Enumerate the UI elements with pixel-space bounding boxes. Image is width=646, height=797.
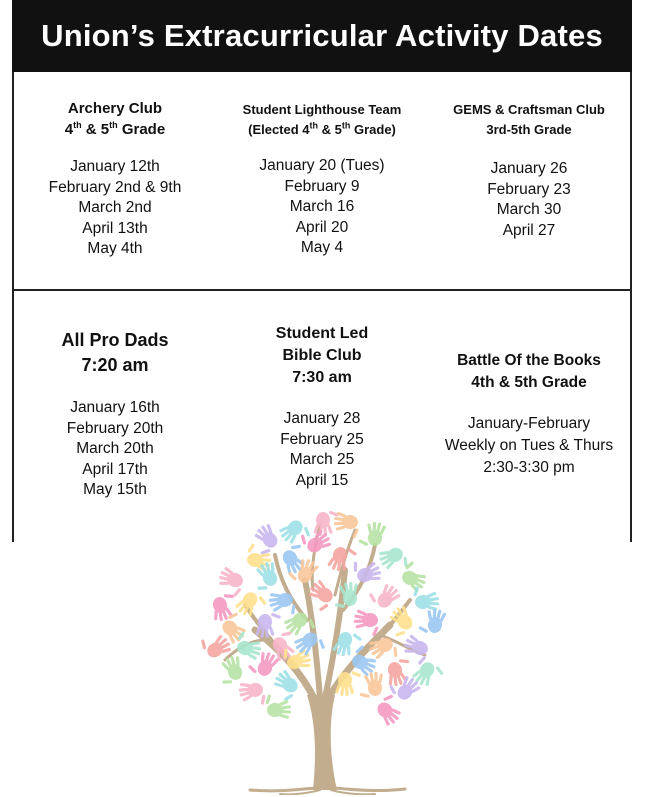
hand-leaf-icon — [214, 653, 248, 686]
date-list: January 12th February 2nd & 9th March 2nd April 13th May 4th — [48, 158, 182, 257]
hand-leaf-icon — [382, 603, 418, 639]
hand-leaf-icon — [376, 542, 411, 577]
hand-leaf-icon — [237, 679, 267, 709]
club-title: Student Lighthouse Team (Elected 4th & 5th Grade) — [218, 100, 426, 140]
club-bible — [218, 323, 426, 491]
hand-leaf-icon — [358, 520, 387, 549]
date-list: January 16th February 20th March 20th April 17th May 15th — [66, 399, 164, 498]
date-list: January 26 February 23 March 30 April 27 — [487, 160, 571, 239]
club-archery — [12, 98, 218, 260]
club-battle-books — [426, 350, 632, 479]
club-title: Student Led Bible Club 7:30 am — [275, 325, 369, 386]
page-title-banner — [12, 0, 632, 72]
hand-leaf-icon — [357, 671, 385, 699]
date-list: January-February Weekly on Tues & Thurs 2:30-3:30 pm — [444, 415, 614, 476]
page-title: Union’s Extracurricular Activity Dates — [41, 18, 603, 53]
club-title: Battle Of the Books 4th & 5th Grade — [457, 352, 601, 391]
tree-branch — [250, 788, 315, 791]
tree-branch — [335, 788, 405, 791]
hand-leaf-icon — [353, 609, 381, 637]
club-gems — [426, 100, 632, 241]
hand-leaf-icon — [397, 559, 432, 594]
tree-trunk-body — [307, 695, 337, 790]
row-divider — [12, 289, 632, 291]
date-list: January 20 (Tues) February 9 March 16 April 20 May 4 — [259, 157, 385, 256]
grade-line: (Elected 4th & 5th Grade) — [248, 120, 396, 137]
club-title: Archery Club 4th & 5th Grade — [12, 98, 218, 140]
hand-leaf-icon — [418, 607, 448, 636]
tree-of-hands-illustration — [195, 500, 455, 795]
club-title: GEMS & Craftsman Club 3rd-5th Grade — [453, 102, 605, 137]
hand-leaf-icon — [410, 657, 446, 693]
hand-leaf-icon — [214, 565, 247, 598]
grade-line: 4th & 5th Grade — [64, 120, 166, 138]
club-all-pro-dads — [12, 328, 218, 501]
hand-leaf-icon — [247, 521, 283, 557]
hand-leaf-icon — [413, 585, 440, 612]
club-title: All Pro Dads 7:20 am — [61, 330, 169, 375]
date-list: January 28 February 25 March 25 April 15 — [280, 410, 364, 489]
club-lighthouse — [218, 100, 426, 259]
hand-leaf-icon — [335, 670, 362, 697]
hand-leaf-icon — [351, 555, 384, 588]
